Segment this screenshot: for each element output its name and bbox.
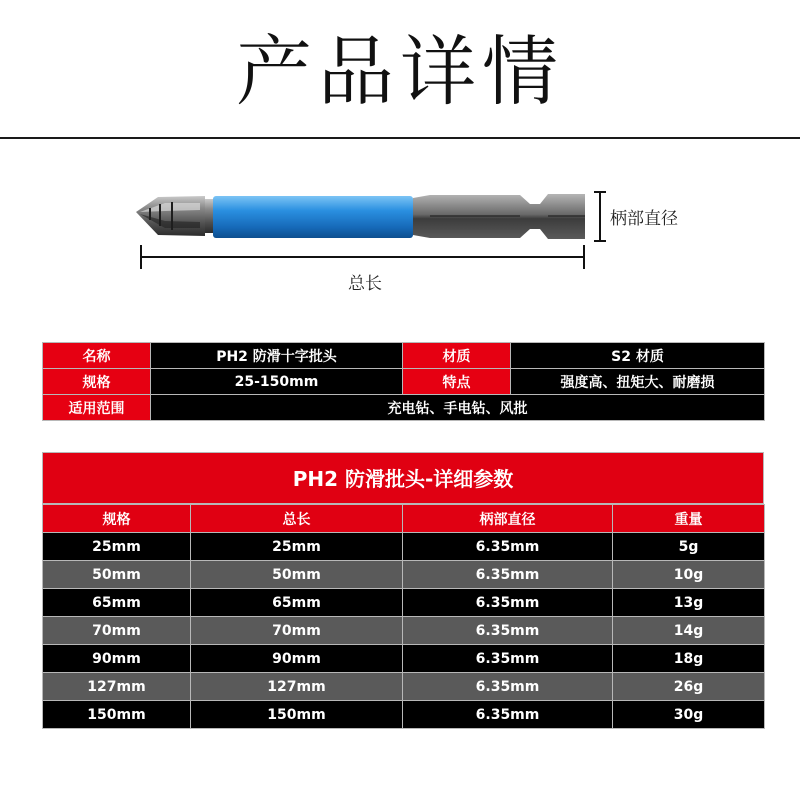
table-cell: 70mm	[43, 617, 191, 645]
table-cell: 127mm	[43, 673, 191, 701]
table-cell: 65mm	[43, 589, 191, 617]
table-row	[43, 533, 765, 561]
table-cell: 50mm	[191, 561, 403, 589]
table-cell: 65mm	[191, 589, 403, 617]
table-cell: 150mm	[43, 701, 191, 729]
spec-table	[42, 342, 765, 421]
table-cell: 6.35mm	[403, 673, 613, 701]
diameter-label: 柄部直径	[610, 209, 678, 229]
table-cell: 50mm	[43, 561, 191, 589]
table-cell: 14g	[613, 617, 765, 645]
column-header: 规格	[43, 505, 191, 533]
spec-row	[43, 395, 765, 421]
table-cell: 6.35mm	[403, 561, 613, 589]
table-cell: 6.35mm	[403, 645, 613, 673]
table-cell: 13g	[613, 589, 765, 617]
table-cell: 25mm	[43, 533, 191, 561]
spec-row	[43, 343, 765, 369]
spec-key: 规格	[43, 369, 151, 395]
table-cell: 5g	[613, 533, 765, 561]
table-row	[43, 561, 765, 589]
table-row	[43, 589, 765, 617]
spec-row	[43, 369, 765, 395]
table-cell: 10g	[613, 561, 765, 589]
spec-value: 25-150mm	[151, 369, 403, 395]
table-row	[43, 645, 765, 673]
spec-key: 特点	[403, 369, 511, 395]
spec-value: S2 材质	[511, 343, 765, 369]
table-row	[43, 673, 765, 701]
spec-value: 充电钻、手电钻、风批	[151, 395, 765, 421]
diameter-dimension	[594, 192, 606, 241]
column-header: 总长	[191, 505, 403, 533]
table-cell: 18g	[613, 645, 765, 673]
table-cell: 25mm	[191, 533, 403, 561]
params-table	[42, 504, 765, 729]
bit-blue-sleeve	[213, 196, 413, 238]
spec-key: 材质	[403, 343, 511, 369]
table-row	[43, 617, 765, 645]
table-cell: 150mm	[191, 701, 403, 729]
table-cell: 26g	[613, 673, 765, 701]
table-row	[43, 701, 765, 729]
length-dimension	[141, 245, 584, 269]
table-cell: 6.35mm	[403, 701, 613, 729]
params-section	[42, 452, 764, 729]
table-cell: 6.35mm	[403, 589, 613, 617]
table-cell: 90mm	[43, 645, 191, 673]
page-title: 产品详情	[236, 27, 564, 116]
table-cell: 6.35mm	[403, 617, 613, 645]
params-title: PH2 防滑批头-详细参数	[42, 452, 764, 504]
params-header-row	[43, 505, 765, 533]
column-header: 柄部直径	[403, 505, 613, 533]
spec-key: 名称	[43, 343, 151, 369]
column-header: 重量	[613, 505, 765, 533]
table-cell: 90mm	[191, 645, 403, 673]
table-cell: 30g	[613, 701, 765, 729]
table-cell: 70mm	[191, 617, 403, 645]
length-label: 总长	[348, 274, 382, 294]
table-cell: 127mm	[191, 673, 403, 701]
spec-value: PH2 防滑十字批头	[151, 343, 403, 369]
spec-key: 适用范围	[43, 395, 151, 421]
table-cell: 6.35mm	[403, 533, 613, 561]
spec-value: 强度高、扭矩大、耐磨损	[511, 369, 765, 395]
